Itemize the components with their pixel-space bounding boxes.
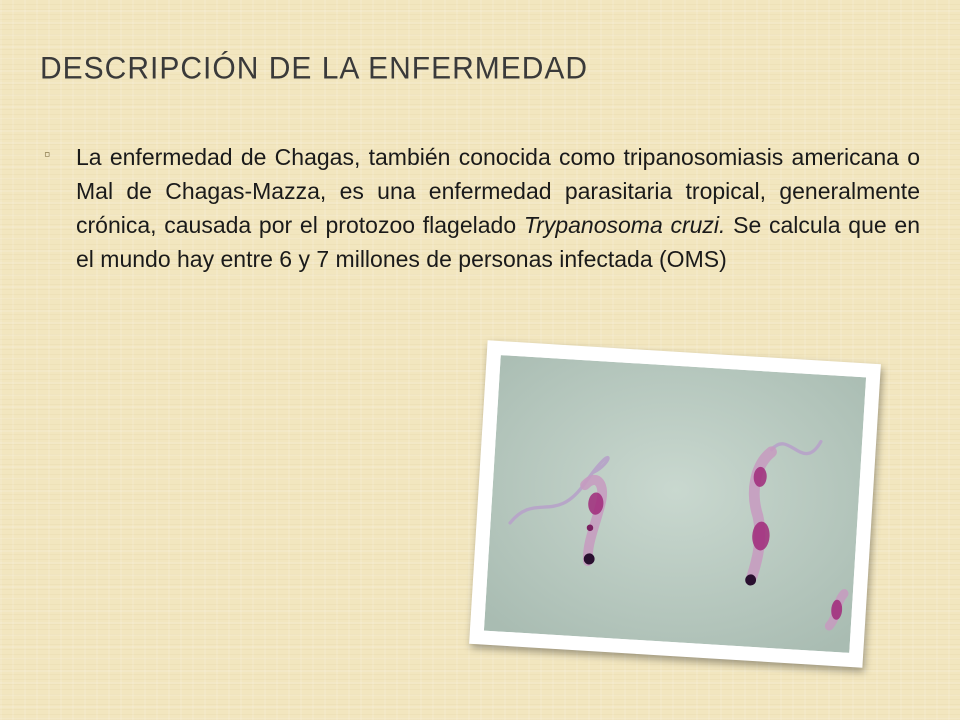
- slide-title: DESCRIPCIÓN DE LA ENFERMEDAD: [40, 51, 589, 86]
- micrograph-trypanosoma-icon: [484, 355, 866, 653]
- paragraph-text: La enfermedad de Chagas, también conocida como tripanosomiasis americana o Mal de Chagas-Mazza, es una enfermedad parasitaria tropical, generalmente crónica, causada por el protozoo flagelado: [76, 144, 920, 238]
- paragraph-text-continued: Se calcula que en el mundo hay entre 6 y 7 millones de personas infectada (OMS): [76, 212, 920, 272]
- description-paragraph: [76, 140, 920, 276]
- photo-frame: [469, 340, 881, 667]
- species-name: Trypanosoma cruzi.: [523, 212, 726, 238]
- bullet-item: [44, 140, 920, 276]
- square-bullet-icon: ▫: [44, 144, 51, 164]
